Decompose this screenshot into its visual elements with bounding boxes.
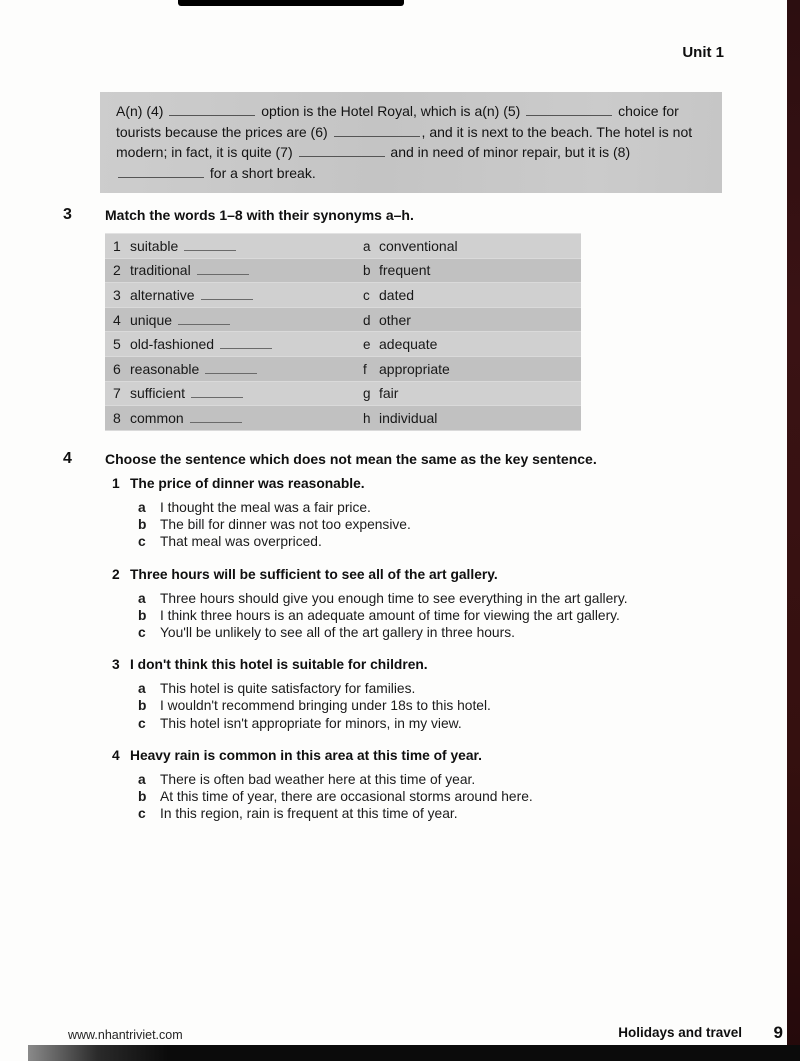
mcq-key-sentence xyxy=(105,656,763,674)
match-synonym-cell xyxy=(363,238,458,254)
match-synonym: dated xyxy=(379,286,415,303)
mcq-key-text: Three hours will be sufficient to see all of the art gallery. xyxy=(130,566,498,582)
fill-in-blank xyxy=(118,166,204,178)
exercise-3-body xyxy=(105,206,753,431)
match-synonym-letter: h xyxy=(363,410,371,426)
gap-text-segment: choice for tourists because the prices are (6) xyxy=(116,103,679,140)
mcq-option xyxy=(105,590,763,607)
mcq-option xyxy=(105,499,763,516)
mcq-option xyxy=(105,680,763,697)
match-word-cell xyxy=(113,361,363,377)
match-word-cell xyxy=(113,262,363,278)
match-word-cell xyxy=(113,410,363,426)
mcq-item xyxy=(105,656,763,732)
mcq-option xyxy=(105,533,763,550)
gap-text-segment: and in need of minor repair, but it is (8) xyxy=(386,144,631,160)
match-synonym-cell xyxy=(363,385,398,401)
exercise-3 xyxy=(63,206,753,431)
mcq-option-text: You'll be unlikely to see all of the art gallery in three hours. xyxy=(160,625,515,641)
mcq-option xyxy=(105,788,763,805)
match-word-number: 4 xyxy=(113,311,121,328)
exercise-3-number: 3 xyxy=(63,206,72,223)
mcq-item xyxy=(105,475,763,551)
mcq-option-letter: c xyxy=(138,625,146,641)
match-word: traditional xyxy=(130,262,191,279)
mcq-item-number: 1 xyxy=(112,476,120,491)
match-synonym-cell xyxy=(363,262,430,278)
gap-fill-text xyxy=(116,101,706,183)
match-synonym-letter: a xyxy=(363,238,371,254)
fill-in-blank xyxy=(334,125,420,137)
match-word-number: 3 xyxy=(113,286,121,303)
mcq-option-letter: c xyxy=(138,806,146,822)
match-synonym-letter: e xyxy=(363,337,371,353)
match-word-cell xyxy=(113,312,363,328)
match-synonym: frequent xyxy=(379,262,431,279)
match-answer-blank xyxy=(205,363,257,374)
gap-fill-box xyxy=(100,92,722,193)
match-synonym: conventional xyxy=(379,237,458,254)
gap-text-segment: A(n) (4) xyxy=(116,103,168,119)
mcq-option-text: There is often bad weather here at this time of year. xyxy=(160,771,476,787)
mcq-item xyxy=(105,566,763,642)
match-word: alternative xyxy=(130,286,195,303)
mcq-option-text: This hotel isn't appropriate for minors, in my view. xyxy=(160,715,462,731)
footer-page-number: 9 xyxy=(773,1023,783,1042)
exercise-4-instruction: Choose the sentence which does not mean the same as the key sentence. xyxy=(105,451,597,467)
mcq-option-letter: b xyxy=(138,607,147,623)
footer-section-title: Holidays and travel xyxy=(618,1025,742,1040)
match-answer-blank xyxy=(178,314,230,325)
match-answer-blank xyxy=(184,240,236,251)
match-synonym-cell xyxy=(363,336,437,352)
mcq-option-letter: b xyxy=(138,517,147,533)
match-answer-blank xyxy=(197,264,249,275)
mcq-option-text: The bill for dinner was not too expensive. xyxy=(160,517,411,533)
gap-text-segment: option is the Hotel Royal, which is a(n) (5) xyxy=(257,103,525,119)
match-word-number: 1 xyxy=(113,237,121,254)
fill-in-blank xyxy=(169,104,255,116)
match-word-number: 8 xyxy=(113,409,121,426)
mcq-key-sentence xyxy=(105,747,763,765)
mcq-option-letter: c xyxy=(138,715,146,731)
match-synonym-letter: d xyxy=(363,312,371,328)
match-synonym: fair xyxy=(379,385,399,402)
mcq-option xyxy=(105,697,763,714)
mcq-option-letter: a xyxy=(138,771,146,787)
match-table xyxy=(105,233,581,431)
mcq-option-letter: a xyxy=(138,590,146,606)
exercise-4 xyxy=(63,450,763,837)
match-row xyxy=(105,406,581,431)
mcq-option-text: At this time of year, there are occasional storms around here. xyxy=(160,789,533,805)
match-row xyxy=(105,382,581,407)
mcq-key-sentence xyxy=(105,475,763,493)
mcq-option-letter: a xyxy=(138,681,146,697)
match-word-number: 5 xyxy=(113,336,121,353)
book-bottom-strip xyxy=(28,1045,800,1061)
match-row xyxy=(105,357,581,382)
scan-artifact-top-bar xyxy=(178,0,404,6)
mcq-key-text: I don't think this hotel is suitable for children. xyxy=(130,657,428,673)
mcq-option-text: Three hours should give you enough time to see everything in the art gallery. xyxy=(160,590,628,606)
exercise-4-number: 4 xyxy=(63,450,72,467)
match-row xyxy=(105,259,581,284)
match-synonym: adequate xyxy=(379,336,438,353)
match-word: suitable xyxy=(130,237,179,254)
match-answer-blank xyxy=(191,387,243,398)
mcq-option-text: I thought the meal was a fair price. xyxy=(160,500,371,515)
gap-text-segment: , and it is next to the beach. The hotel is not modern; in fact, it is quite (7) xyxy=(116,123,693,160)
mcq-option-text: In this region, rain is frequent at this time of year. xyxy=(160,806,458,822)
match-word-cell xyxy=(113,336,363,352)
match-synonym: appropriate xyxy=(379,360,450,377)
mcq-option xyxy=(105,516,763,533)
match-row xyxy=(105,332,581,357)
fill-in-blank xyxy=(526,104,612,116)
mcq-option xyxy=(105,607,763,624)
match-word-number: 7 xyxy=(113,385,121,402)
mcq-item-number: 4 xyxy=(112,747,120,763)
mcq-item-number: 2 xyxy=(112,566,120,582)
mcq-option-text: I wouldn't recommend bringing under 18s to this hotel. xyxy=(160,698,491,714)
match-word: unique xyxy=(130,311,173,328)
mcq-option xyxy=(105,771,763,788)
match-synonym-cell xyxy=(363,361,450,377)
match-word-cell xyxy=(113,287,363,303)
mcq-key-text: The price of dinner was reasonable. xyxy=(130,476,365,491)
gap-text-segment: for a short break. xyxy=(206,164,316,181)
mcq-option-text: I think three hours is an adequate amount of time for viewing the art gallery. xyxy=(160,607,620,623)
mcq-option-text: This hotel is quite satisfactory for families. xyxy=(160,681,416,697)
mcq-option xyxy=(105,624,763,641)
match-synonym: other xyxy=(379,311,411,328)
mcq-option xyxy=(105,715,763,732)
match-word-cell xyxy=(113,385,363,401)
mcq-option-letter: b xyxy=(138,789,147,805)
mcq-item xyxy=(105,747,763,823)
unit-label: Unit 1 xyxy=(682,44,724,61)
match-word: common xyxy=(130,409,184,426)
match-answer-blank xyxy=(220,338,272,349)
mcq-option-text: That meal was overpriced. xyxy=(160,534,322,550)
match-word: sufficient xyxy=(130,385,185,402)
match-synonym-letter: b xyxy=(363,263,371,279)
exercise-3-instruction: Match the words 1–8 with their synonyms a–h. xyxy=(105,207,414,223)
match-synonym: individual xyxy=(379,409,438,426)
mcq-key-sentence xyxy=(105,566,763,584)
match-answer-blank xyxy=(190,412,242,423)
mcq-option xyxy=(105,805,763,822)
match-row xyxy=(105,283,581,308)
match-row xyxy=(105,234,581,259)
match-word-number: 2 xyxy=(113,262,121,279)
match-word: reasonable xyxy=(130,360,200,377)
match-synonym-cell xyxy=(363,312,411,328)
mcq-option-letter: a xyxy=(138,500,146,515)
mcq-option-letter: c xyxy=(138,534,146,550)
mcq-key-text: Heavy rain is common in this area at this time of year. xyxy=(130,747,482,763)
mcq-list xyxy=(105,475,763,822)
match-synonym-letter: c xyxy=(363,287,370,303)
mcq-option-letter: b xyxy=(138,698,147,714)
mcq-item-number: 3 xyxy=(112,657,120,673)
match-synonym-letter: f xyxy=(363,361,367,377)
footer-website-url: www.nhantriviet.com xyxy=(68,1028,183,1042)
match-answer-blank xyxy=(201,289,253,300)
match-synonym-cell xyxy=(363,410,437,426)
match-word: old-fashioned xyxy=(130,336,215,353)
match-row xyxy=(105,308,581,333)
match-word-cell xyxy=(113,238,363,254)
fill-in-blank xyxy=(299,145,385,157)
book-edge-strip xyxy=(787,0,800,1061)
match-word-number: 6 xyxy=(113,360,121,377)
exercise-4-body xyxy=(105,450,763,837)
match-synonym-cell xyxy=(363,287,414,303)
match-synonym-letter: g xyxy=(363,386,371,402)
